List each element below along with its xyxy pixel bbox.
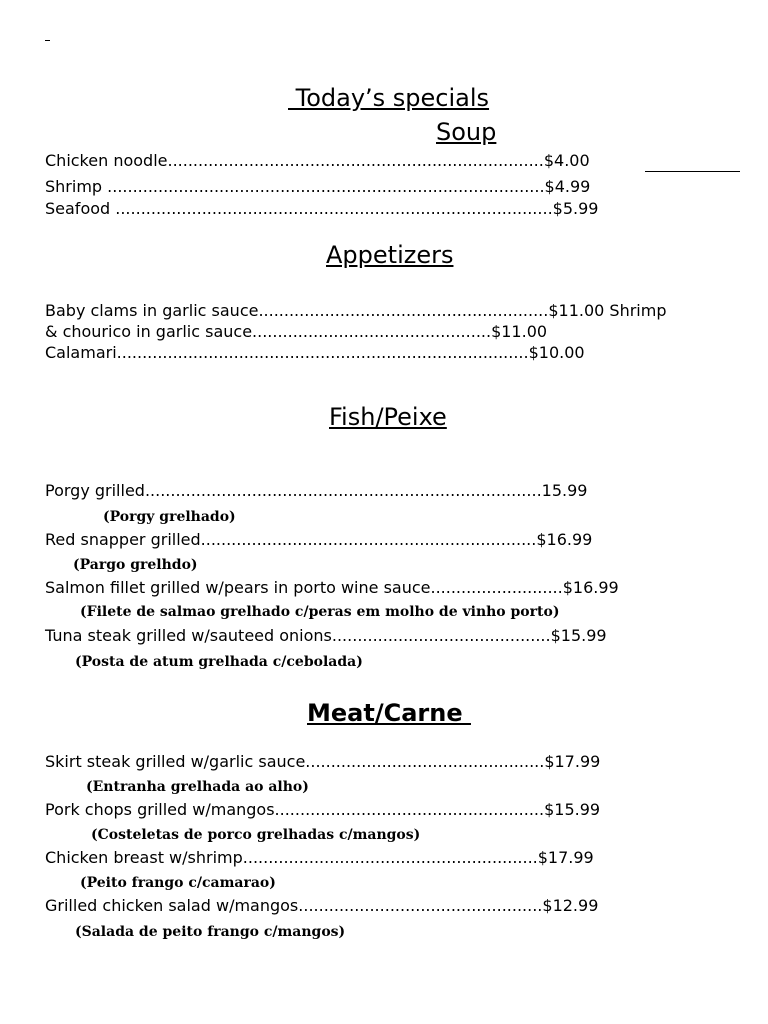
fish-translation-porgy: (Porgy grelhado) [103,509,236,525]
underline-rule [645,171,740,172]
soup-item-chicken-noodle: Chicken noodle..........................................................................$4.00 [45,151,590,170]
page-title: Today’s specials [288,84,490,112]
fish-item-porgy: Porgy grilled..............................................................................15.99 [45,481,588,500]
meat-translation-chicken-salad: (Salada de peito frango c/mangos) [75,924,346,940]
fish-translation-red-snapper: (Pargo grelhdo) [73,557,198,573]
fish-heading: Fish/Peixe [329,403,447,431]
meat-item-chicken-salad: Grilled chicken salad w/mangos................................................$12.99 [45,896,599,915]
fish-item-salmon: Salmon fillet grilled w/pears in porto wine sauce..........................$16.99 [45,578,619,597]
meat-translation-chicken-breast: (Peito frango c/camarao) [80,875,276,891]
meat-item-skirt-steak: Skirt steak grilled w/garlic sauce...............................................$17.99 [45,752,601,771]
fish-translation-salmon: (Filete de salmao grelhado c/peras em molho de vinho porto) [80,604,560,620]
appetizer-line-3: Calamari.................................................................................$10.00 [45,343,585,362]
meat-translation-pork-chops: (Costeletas de porco grelhadas c/mangos) [91,827,421,843]
meat-heading: Meat/Carne [307,699,471,727]
fish-item-red-snapper: Red snapper grilled..................................................................$16.99 [45,530,593,549]
meat-translation-skirt-steak: (Entranha grelhada ao alho) [86,779,309,795]
appetizer-line-1: Baby clams in garlic sauce.........................................................$11.00 Shrimp [45,301,667,320]
soup-item-shrimp: Shrimp ......................................................................................$4.99 [45,177,591,196]
fish-translation-tuna: (Posta de atum grelhada c/cebolada) [75,654,363,670]
page-mark [45,40,50,41]
fish-item-tuna: Tuna steak grilled w/sauteed onions...........................................$15.99 [45,626,607,645]
meat-item-pork-chops: Pork chops grilled w/mangos.....................................................$15.99 [45,800,601,819]
appetizers-heading: Appetizers [326,241,454,269]
appetizer-line-2: & chourico in garlic sauce...............................................$11.00 [45,322,548,341]
soup-item-seafood: Seafood ......................................................................................$5.99 [45,199,599,218]
soup-heading: Soup [436,118,497,146]
meat-item-chicken-breast: Chicken breast w/shrimp..........................................................$17.99 [45,848,594,867]
